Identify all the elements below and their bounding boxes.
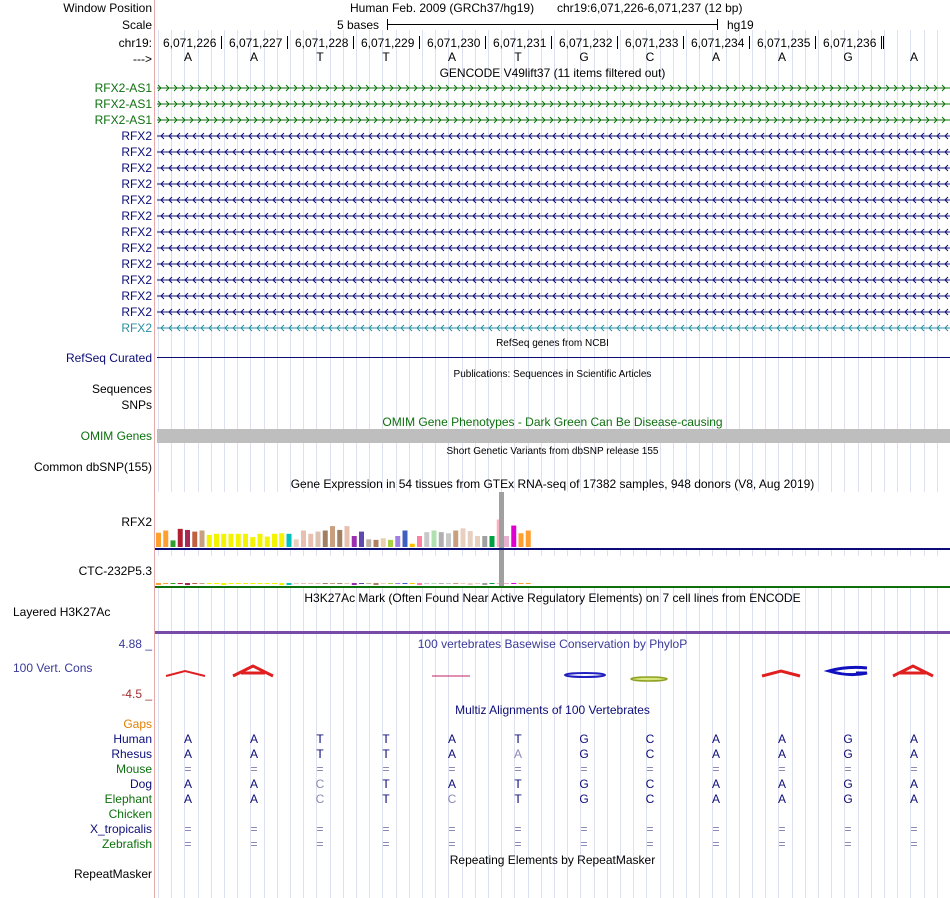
coord-tick-label: 6,071,228: [295, 36, 349, 50]
multiz-base: =: [646, 822, 654, 836]
multiz-species-label[interactable]: X_tropicalis: [89, 822, 152, 836]
multiz-base: =: [580, 837, 588, 851]
multiz-base: A: [249, 777, 258, 791]
multiz-base: C: [645, 732, 655, 746]
window-position-label: Window Position: [63, 1, 152, 15]
multiz-base: A: [909, 732, 918, 746]
multiz-base: =: [316, 837, 324, 851]
phylop-label[interactable]: 100 Vert. Cons: [13, 661, 93, 675]
multiz-base: =: [646, 762, 654, 776]
multiz-base: =: [316, 822, 324, 836]
gencode-item-label[interactable]: RFX2-AS1: [94, 113, 152, 127]
gencode-item-label[interactable]: RFX2: [121, 257, 152, 271]
multiz-base: A: [447, 747, 456, 761]
gencode-item-label[interactable]: RFX2: [121, 177, 152, 191]
multiz-base: A: [513, 747, 522, 761]
phylop-track-title[interactable]: 100 vertebrates Basewise Conservation by PhyloP: [417, 637, 688, 651]
multiz-base: G: [579, 792, 589, 806]
multiz-base: C: [645, 777, 655, 791]
phylop-mark-A1: [166, 671, 205, 676]
multiz-base: =: [646, 837, 654, 851]
multiz-base: G: [579, 747, 589, 761]
phylop-bottom-value: -4.5 _: [121, 687, 152, 701]
multiz-base: =: [778, 822, 786, 836]
multiz-species-label[interactable]: Chicken: [108, 807, 152, 821]
multiz-base: G: [843, 747, 853, 761]
multiz-base: A: [777, 747, 786, 761]
multiz-base: A: [183, 732, 192, 746]
multiz-base: =: [712, 762, 720, 776]
multiz-base: =: [712, 822, 720, 836]
coord-tick-label: 6,071,227: [229, 36, 283, 50]
repeatmasker-label[interactable]: RepeatMasker: [73, 867, 152, 881]
multiz-base: =: [448, 822, 456, 836]
multiz-base: =: [250, 822, 258, 836]
sequence-base: A: [711, 50, 720, 64]
gencode-item-label[interactable]: RFX2-AS1: [94, 97, 152, 111]
gencode-item-label[interactable]: RFX2: [121, 241, 152, 255]
gencode-item-label[interactable]: RFX2: [121, 145, 152, 159]
multiz-base: G: [579, 777, 589, 791]
sequence-base: G: [579, 50, 589, 64]
multiz-base: A: [249, 747, 258, 761]
multiz-base: =: [778, 762, 786, 776]
db-name: hg19: [727, 18, 754, 32]
coord-tick-label: 6,071,229: [361, 36, 415, 50]
multiz-base: A: [711, 777, 720, 791]
coord-tick-label: 6,071,230: [427, 36, 481, 50]
multiz-base: =: [712, 837, 720, 851]
multiz-base: =: [580, 762, 588, 776]
phylop-mark-G7: [565, 673, 605, 677]
coord-tick-label: 6,071,232: [559, 36, 613, 50]
assembly-title: Human Feb. 2009 (GRCh37/hg19): [350, 1, 535, 15]
multiz-base: =: [844, 837, 852, 851]
multiz-base: A: [249, 792, 258, 806]
pubs-sequences-label[interactable]: Sequences: [91, 382, 152, 396]
gtex-rfx2-label[interactable]: RFX2: [121, 515, 152, 529]
gencode-item-label[interactable]: RFX2: [121, 305, 152, 319]
multiz-base: A: [447, 777, 456, 791]
sequence-base: A: [183, 50, 192, 64]
position-text[interactable]: chr19:6,071,226-6,071,237 (12 bp): [557, 1, 743, 15]
multiz-base: =: [448, 837, 456, 851]
pubs-track-title[interactable]: Publications: Sequences in Scientific Articles: [453, 369, 652, 380]
multiz-base: A: [183, 792, 192, 806]
coord-tick-label: 6,071,231: [493, 36, 547, 50]
omim-track-title[interactable]: OMIM Gene Phenotypes - Dark Green Can Be Disease-causing: [382, 415, 723, 429]
gtex-ctc-label[interactable]: CTC-232P5.3: [78, 564, 152, 578]
sequence-base: C: [645, 50, 655, 64]
gencode-item-label[interactable]: RFX2-AS1: [94, 81, 152, 95]
multiz-base: =: [382, 822, 390, 836]
multiz-base: T: [514, 732, 522, 746]
sequence-base: T: [514, 50, 522, 64]
multiz-base: T: [514, 777, 522, 791]
pubs-snps-label[interactable]: SNPs: [121, 398, 152, 412]
coord-tick-label: 6,071,226: [163, 36, 217, 50]
dbsnp-track-title[interactable]: Short Genetic Variants from dbSNP release 155: [446, 446, 659, 457]
multiz-base: T: [316, 747, 324, 761]
multiz-base: =: [382, 762, 390, 776]
multiz-base: =: [910, 837, 918, 851]
multiz-base: A: [711, 747, 720, 761]
sequence-base: A: [249, 50, 258, 64]
sequence-base: A: [909, 50, 918, 64]
scale-label: Scale: [121, 18, 152, 32]
phylop-mark-A2: [233, 666, 273, 676]
multiz-base: =: [184, 762, 192, 776]
sequence-base: T: [316, 50, 324, 64]
multiz-base: A: [777, 732, 786, 746]
gencode-item-label[interactable]: RFX2: [121, 209, 152, 223]
multiz-base: =: [250, 762, 258, 776]
multiz-base: =: [844, 822, 852, 836]
omim-label[interactable]: OMIM Genes: [80, 429, 152, 443]
multiz-base: G: [843, 792, 853, 806]
coord-tick-label: 6,071,233: [625, 36, 679, 50]
multiz-base: =: [382, 837, 390, 851]
multiz-base: =: [184, 822, 192, 836]
chr-label: chr19:: [118, 36, 152, 50]
phylop-mark-A10: [762, 671, 800, 676]
sequence-base: A: [777, 50, 786, 64]
multiz-base: A: [777, 792, 786, 806]
gencode-item-label[interactable]: RFX2: [121, 273, 152, 287]
phylop-mark-A12: [893, 666, 933, 676]
multiz-species-label[interactable]: Rhesus: [111, 747, 152, 761]
sequence-base: A: [447, 50, 456, 64]
multiz-base: =: [316, 762, 324, 776]
multiz-base: =: [448, 762, 456, 776]
multiz-base: G: [843, 777, 853, 791]
multiz-base: G: [843, 732, 853, 746]
multiz-base: A: [711, 732, 720, 746]
multiz-base: =: [580, 822, 588, 836]
multiz-base: C: [447, 792, 457, 806]
multiz-base: G: [579, 732, 589, 746]
multiz-base: T: [382, 747, 390, 761]
sequence-base: G: [843, 50, 853, 64]
multiz-base: A: [777, 777, 786, 791]
strand-arrow-label: --->: [133, 52, 152, 66]
multiz-base: =: [778, 837, 786, 851]
multiz-base: =: [514, 837, 522, 851]
gtex-track-title[interactable]: Gene Expression in 54 tissues from GTEx RNA-seq of 17382 samples, 948 donors (V8, Aug 2019): [290, 477, 815, 491]
multiz-gaps-label[interactable]: Gaps: [123, 717, 152, 731]
gencode-item-label[interactable]: RFX2: [121, 129, 152, 143]
multiz-base: =: [250, 837, 258, 851]
gencode-item-label[interactable]: RFX2: [121, 225, 152, 239]
gencode-item-label[interactable]: RFX2: [121, 321, 152, 335]
multiz-base: =: [910, 762, 918, 776]
multiz-species-label[interactable]: Elephant: [104, 792, 152, 806]
coord-tick-label: 6,071,234: [691, 36, 745, 50]
multiz-base: A: [183, 747, 192, 761]
multiz-base: T: [316, 732, 324, 746]
multiz-base: C: [645, 747, 655, 761]
gencode-track-title[interactable]: GENCODE V49lift37 (11 items filtered out): [439, 66, 666, 80]
multiz-base: A: [183, 777, 192, 791]
h3k27ac-track-title[interactable]: H3K27Ac Mark (Often Found Near Active Regulatory Elements) on 7 cell lines from ENCODE: [304, 591, 801, 605]
scale-text: 5 bases: [337, 18, 380, 32]
h3k27ac-label[interactable]: Layered H3K27Ac: [13, 605, 111, 619]
multiz-species-label[interactable]: Zebrafish: [101, 837, 152, 851]
gencode-item-label[interactable]: RFX2: [121, 193, 152, 207]
gencode-item-label[interactable]: RFX2: [121, 161, 152, 175]
multiz-base: A: [909, 747, 918, 761]
multiz-base: =: [184, 837, 192, 851]
multiz-species-label[interactable]: Mouse: [115, 762, 152, 776]
multiz-base: =: [910, 822, 918, 836]
coord-tick-label: 6,071,235: [757, 36, 811, 50]
multiz-species-label[interactable]: Dog: [129, 777, 152, 791]
dbsnp-label[interactable]: Common dbSNP(155): [33, 460, 152, 474]
multiz-base: A: [249, 732, 258, 746]
multiz-base: =: [514, 822, 522, 836]
refseq-label[interactable]: RefSeq Curated: [65, 351, 152, 365]
sequence-base: T: [382, 50, 390, 64]
phylop-top-value: 4.88 _: [118, 637, 152, 651]
multiz-base: T: [382, 777, 390, 791]
phylop-mark-G11: [829, 667, 867, 674]
multiz-base: T: [382, 732, 390, 746]
multiz-base: A: [909, 792, 918, 806]
multiz-base: =: [514, 762, 522, 776]
multiz-base: C: [645, 792, 655, 806]
refseq-track-title[interactable]: RefSeq genes from NCBI: [496, 338, 609, 349]
multiz-track-title[interactable]: Multiz Alignments of 100 Vertebrates: [455, 703, 650, 717]
multiz-base: T: [514, 792, 522, 806]
multiz-base: A: [909, 777, 918, 791]
coord-tick-label: 6,071,236: [823, 36, 877, 50]
multiz-base: C: [315, 792, 325, 806]
multiz-species-label[interactable]: Human: [113, 732, 152, 746]
phylop-mark-C8: [631, 677, 667, 681]
repeat-track-title[interactable]: Repeating Elements by RepeatMasker: [449, 853, 656, 867]
multiz-base: T: [382, 792, 390, 806]
multiz-base: C: [315, 777, 325, 791]
multiz-base: A: [711, 792, 720, 806]
multiz-base: A: [447, 732, 456, 746]
gencode-item-label[interactable]: RFX2: [121, 289, 152, 303]
multiz-base: =: [844, 762, 852, 776]
